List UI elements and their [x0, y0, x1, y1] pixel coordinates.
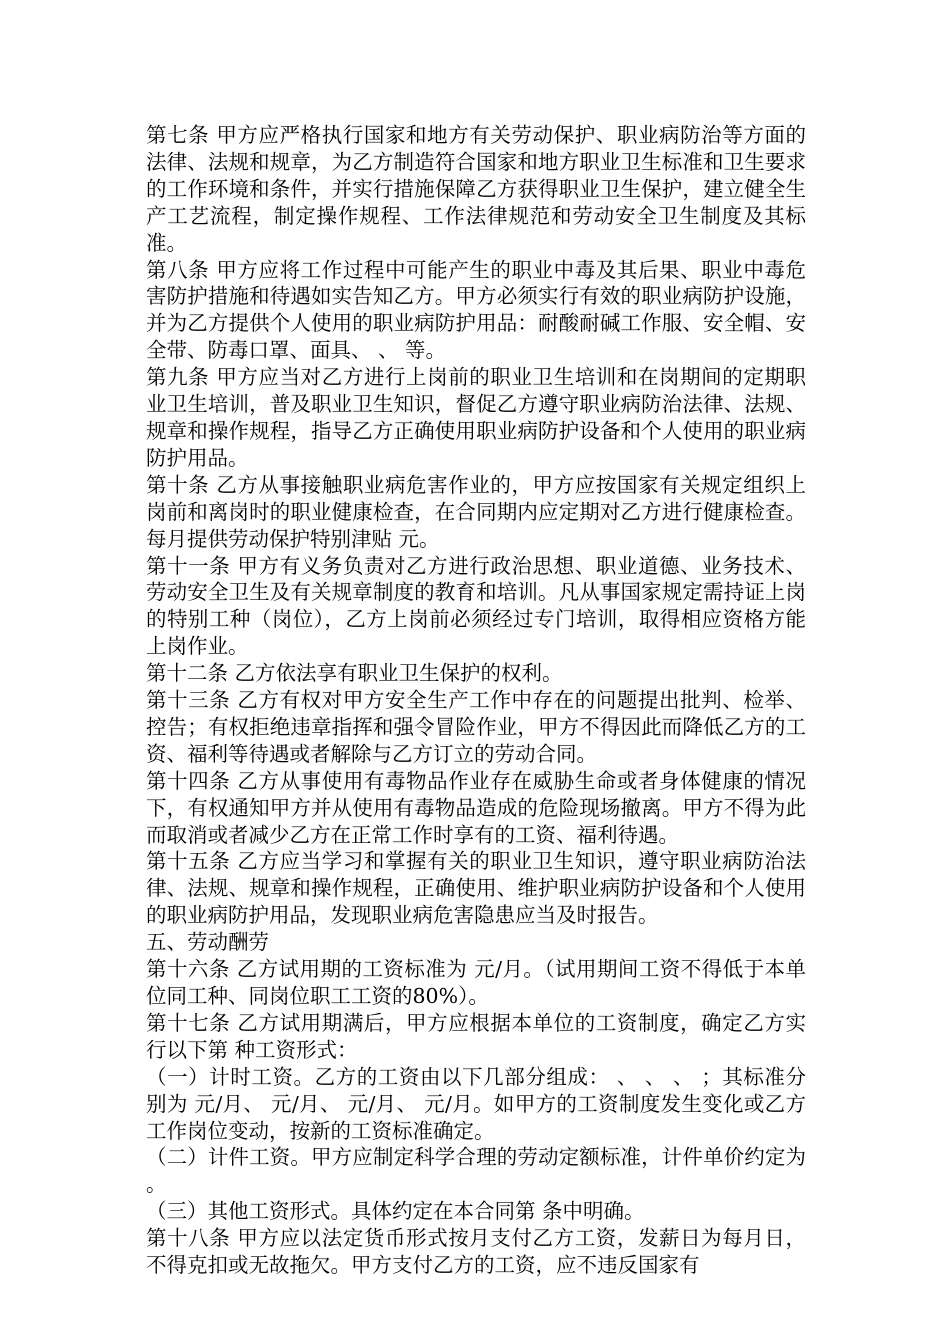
article-13: 第十三条 乙方有权对甲方安全生产工作中存在的问题提出批判、检举、控告；有权拒绝违章指挥和强令冒险作业，甲方不得因此而降低乙方的工资、福利等待遇或者解除与乙方订立的劳动合同。: [146, 688, 806, 766]
document-body: [146, 122, 813, 1279]
article-9: 第九条 甲方应当对乙方进行上岗前的职业卫生培训和在岗期间的定期职业卫生培训，普及职业卫生知识，督促乙方遵守职业病防治法律、法规、规章和操作规程，指导乙方正确使用职业病防护设备和个人使用的职业病防护用品。: [146, 365, 806, 470]
article-8: 第八条 甲方应将工作过程中可能产生的职业中毒及其后果、职业中毒危害防护措施和待遇如实告知乙方。甲方必须实行有效的职业病防护设施，并为乙方提供个人使用的职业病防护用品：耐酸耐碱工作服、安全帽、安全带、防毒口罩、面具、 、 等。: [146, 257, 806, 363]
article-12: 第十二条 乙方依法享有职业卫生保护的权利。: [146, 661, 563, 686]
article-16: 第十六条 乙方试用期的工资标准为 元/月。（试用期间工资不得低于本单位同工种、同岗位职工工资的80%）。: [146, 957, 806, 1008]
clause-other-wage: （三）其他工资形式。具体约定在本合同第 条中明确。: [146, 1199, 645, 1224]
clause-time-wage: （一）计时工资。乙方的工资由以下几部分组成： 、 、 、 ；其标准分别为 元/月、 元/月、 元/月、 元/月。如甲方的工资制度发生变化或乙方工作岗位变动，按新的工资标准确定。: [146, 1064, 806, 1143]
article-14: 第十四条 乙方从事使用有毒物品作业存在威胁生命或者身体健康的情况下，有权通知甲方并从使用有毒物品造成的危险现场撤离。甲方不得为此而取消或者减少乙方在正常工作时享有的工资、福利待遇。: [146, 768, 806, 847]
clause-piece-wage: （二）计件工资。甲方应制定科学合理的劳动定额标准，计件单价约定为 。: [146, 1145, 813, 1197]
article-10: 第十条 乙方从事接触职业病危害作业的，甲方应按国家有关规定组织上岗前和离岗时的职业健康检查，在合同期内应定期对乙方进行健康检查。每月提供劳动保护特别津贴 元。: [146, 472, 806, 551]
article-7: 第七条 甲方应严格执行国家和地方有关劳动保护、职业病防治等方面的法律、法规和规章，为乙方制造符合国家和地方职业卫生标准和卫生要求的工作环境和条件，并实行措施保障乙方获得职业卫生保护，建立健全生产工艺流程，制定操作规程、工作法律规范和劳动安全卫生制度及其标准。: [146, 123, 806, 255]
section-heading-remuneration: 五、劳动酬劳: [146, 930, 269, 955]
article-15: 第十五条 乙方应当学习和掌握有关的职业卫生知识，遵守职业病防治法律、法规、规章和操作规程，正确使用、维护职业病防护设备和个人使用的职业病防护用品，发现职业病危害隐患应当及时报告。: [146, 849, 806, 928]
article-18: 第十八条 甲方应以法定货币形式按月支付乙方工资，发薪日为每月日，不得克扣或无故拖欠。甲方支付乙方的工资，应不违反国家有: [146, 1226, 806, 1278]
article-11: 第十一条 甲方有义务负责对乙方进行政治思想、职业道德、业务技术、劳动安全卫生及有关规章制度的教育和培训。凡从事国家规定需持证上岗的特别工种（岗位），乙方上岗前必须经过专门培训，取得相应资格方能上岗作业。: [146, 553, 806, 659]
article-17: 第十七条 乙方试用期满后，甲方应根据本单位的工资制度，确定乙方实行以下第 种工资形式：: [146, 1010, 806, 1062]
